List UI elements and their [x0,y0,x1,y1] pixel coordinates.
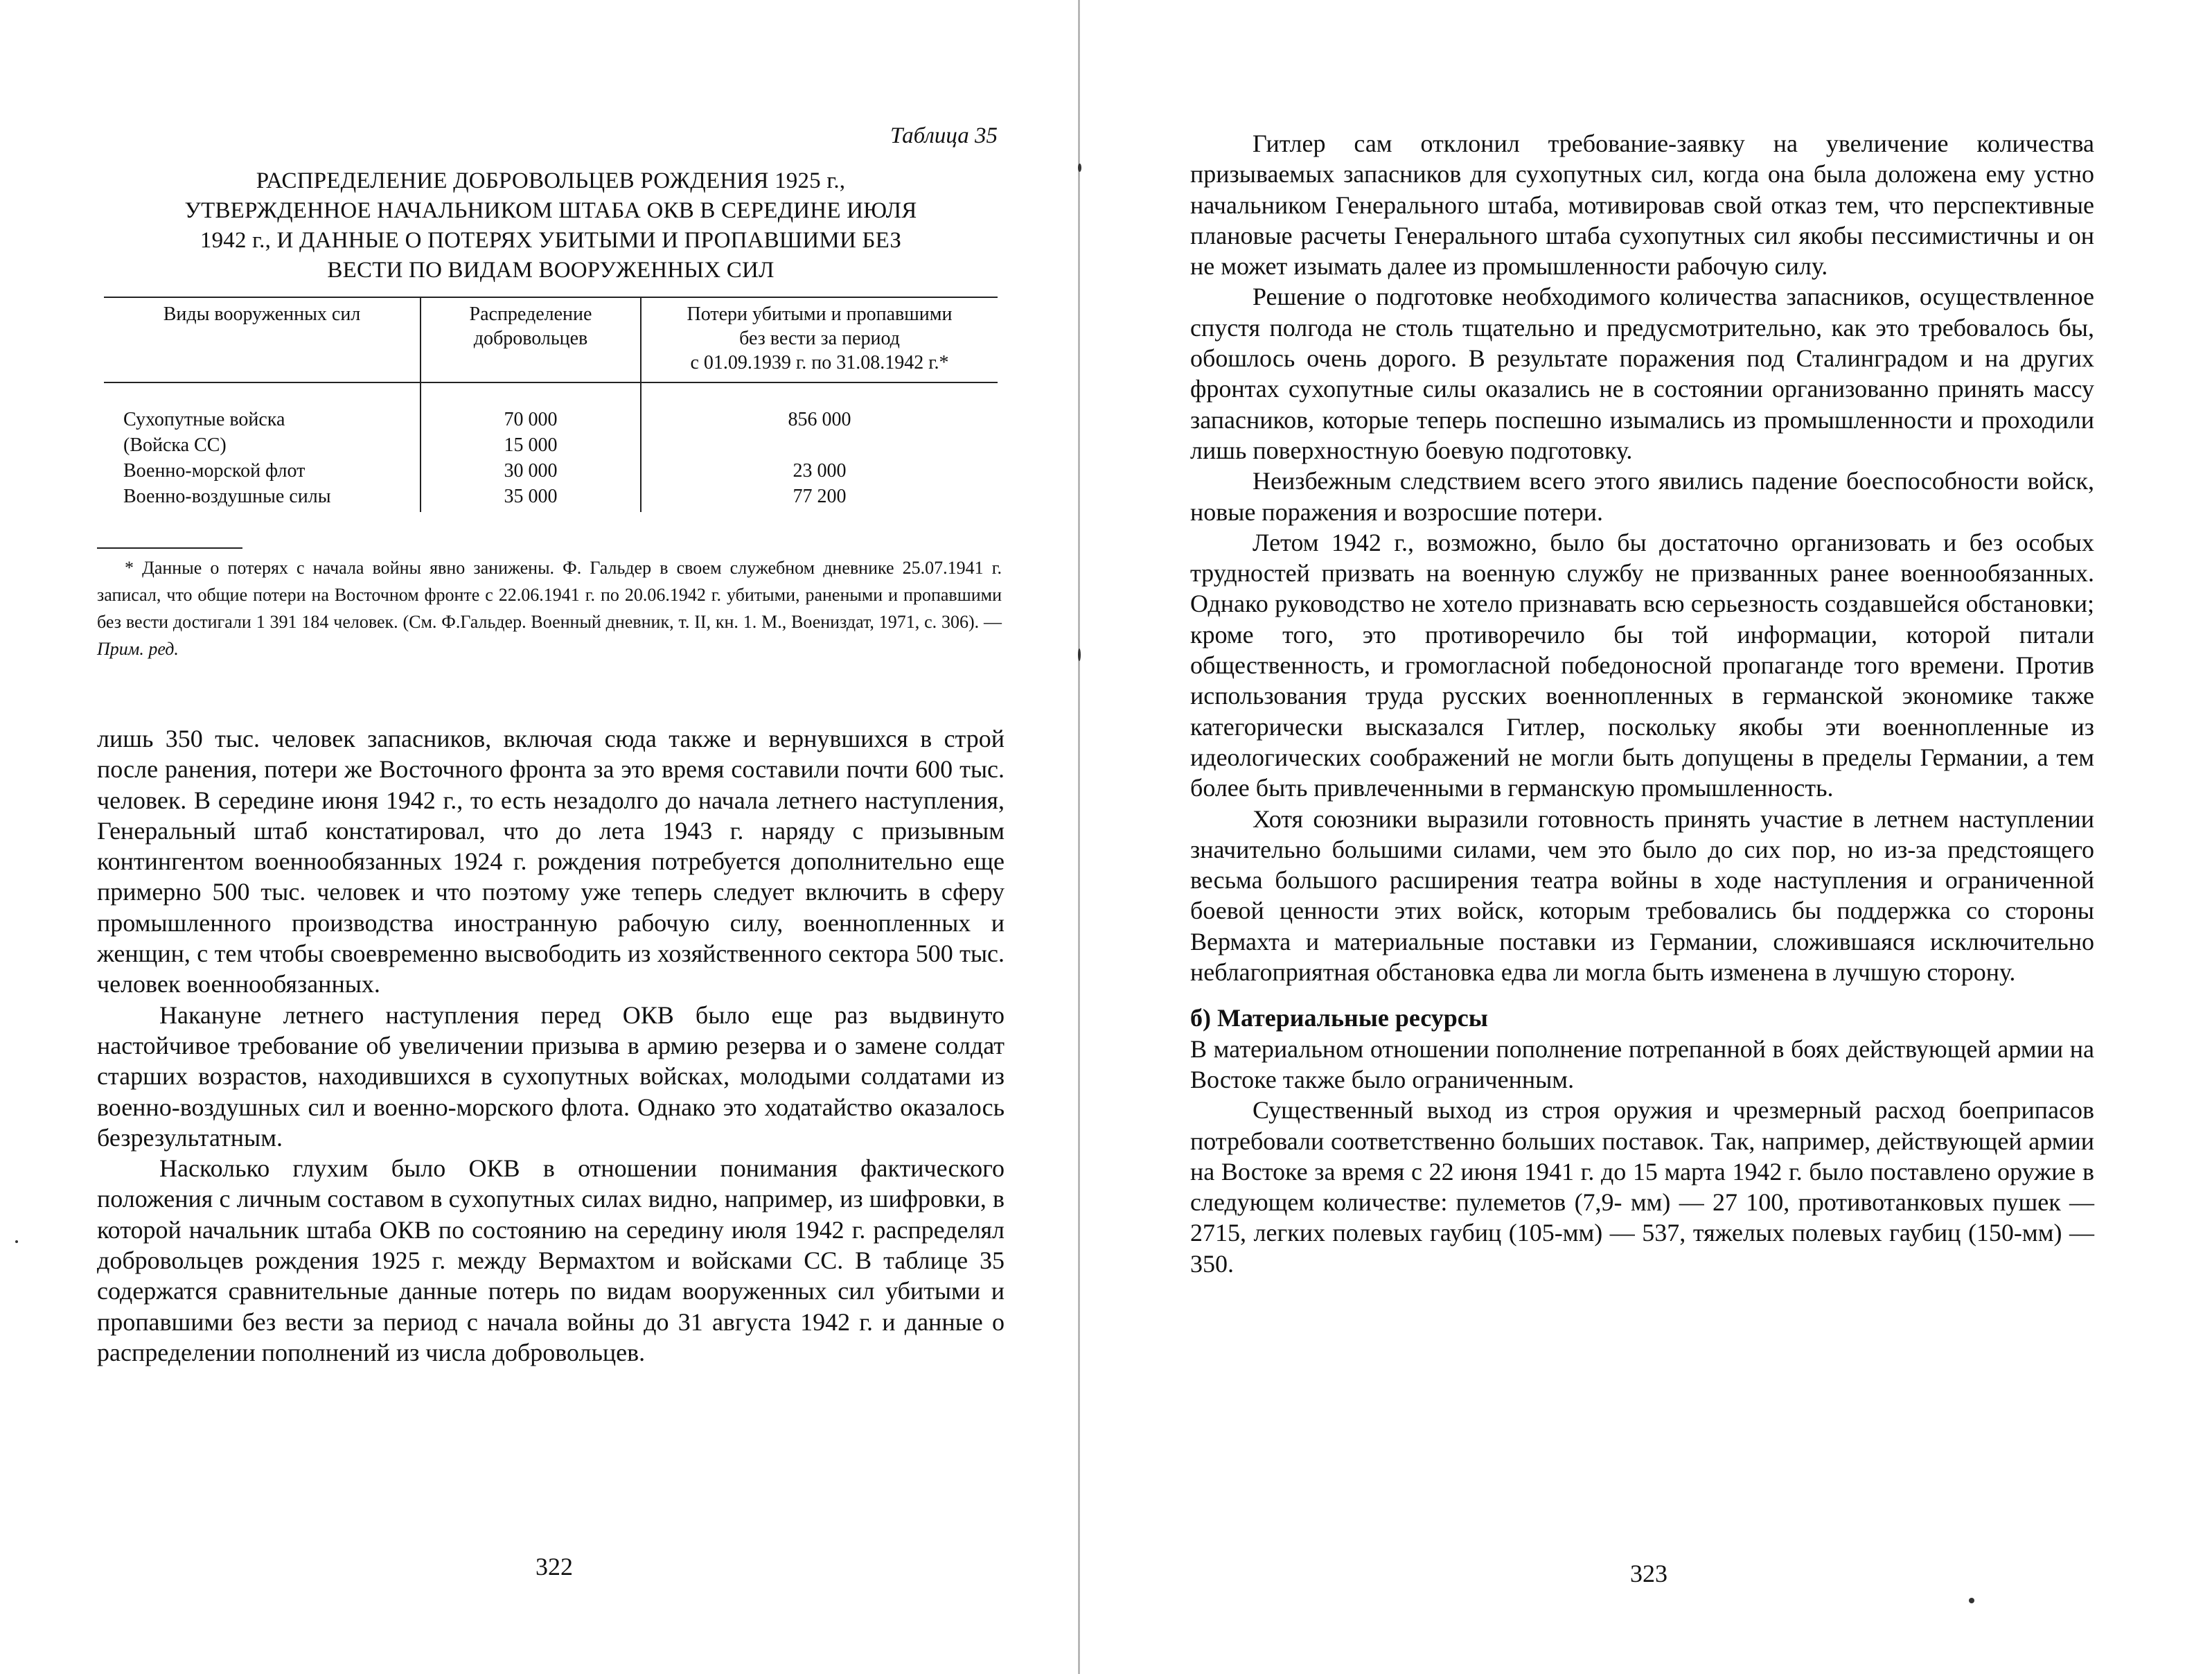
paragraph: Решение о подготовке необходимого количества запасников, осуществленное спустя полгода не столь тщательно и предусмотрительно, как это требовалось бы, обошлось очень дорого. В результате поражения под Сталинградом и на других фронтах сухопутные силы оказались не в состоянии организованно принять массу запасников, которые теперь поспешно изымались из промышленности и проходили лишь поверхностную боевую подготовку. [1190,283,2094,464]
volunteers-losses-table [104,297,998,512]
paragraph: Гитлер сам отклонил требование-заявку на увеличение количества призываемых запасников для сухопутных сил, когда она была доложена ему устно начальником Генерального штаба, мотивировав свой отказ тем, что перспективные плановые расчеты Генерального штаба сухопутных сил якобы пессимистичны и он не может изымать далее из промышленности рабочую силу. [1190,130,2094,281]
table-label: Таблица 35 [890,123,998,148]
scan-speck [1078,164,1081,172]
page-number: 323 [1630,1560,1667,1587]
losses-cell [641,432,998,458]
volunteers-cell: 70 000 [421,382,641,432]
paragraph: Неизбежным следствием всего этого явились падение боеспособности войск, новые поражения и возросшие потери. [1190,467,2094,526]
branch-cell: Военно-воздушные силы [123,486,331,507]
header-line: без вести за период [739,328,900,349]
branch-cell: Сухопутные войска [123,409,285,430]
branch-cell: (Войска СС) [123,434,227,456]
paragraph: Летом 1942 г., возможно, было бы достаточно организовать и без особых трудностей призвать на военную службу не призванных ранее военнообязанных. Однако руководство не хотело признавать всю серьезность создавшейся обстановки; кроме того, это противоречило бы той информации, которой питали общественность, и громогласной победоносной пропаганде того времени. Против использования труда русских военнопленных в германской экономике также категорически высказался Гитлер, поскольку якобы эти военнопленные из идеологических соображений не могли быть допущены в пределы Германии, а тем более быть привлеченными в германскую промышленность. [1190,528,2094,802]
table-title [104,166,998,285]
losses-cell: 856 000 [641,382,998,432]
paragraph: Хотя союзники выразили готовность принять участие в летнем наступлении значительно большими силами, чем это было до сих пор, но из-за предстоящего весьма большого расширения театра войны в ходе наступления и ограниченной боевой ценности этих войск, которым требовались бы поддержка со стороны Вермахта и материальные поставки из Германии, сложившаяся исключительно неблагоприятная обстановка едва ли могла быть изменена в лучшую сторону. [1190,804,2094,987]
table-title-line: УТВЕРЖДЕННОЕ НАЧАЛЬНИКОМ ШТАБА ОКВ В СЕРЕДИНЕ ИЮЛЯ [184,198,917,223]
scan-speck [1969,1598,1974,1603]
column-header-losses [641,297,998,382]
table-row [104,382,998,432]
header-line: Распределение [469,303,592,325]
left-body-text [97,723,1005,1368]
volunteers-cell: 15 000 [421,432,641,458]
table-row [104,484,998,512]
section-heading: б) Материальные ресурсы [1190,1004,1488,1032]
scan-speck [15,1240,18,1243]
editor-note: Прим. ред. [97,639,179,659]
footnote-text: * Данные о потерях с начала войны явно занижены. Ф. Гальдер в своем служебном дневнике 25.07.1941 г. записал, что общие потери на Восточном фронте с 22.06.1941 г. по 20.06.1942 г. убитыми, ранеными и пропавшими без вести достигали 1 391 184 человек. (См. Ф.Гальдер. Военный дневник, т. II, кн. 1. М., Воениздат, 1971, с. 306). — [97,558,1002,632]
table-row [104,458,998,484]
scan-speck [1078,649,1081,661]
column-header-volunteers [421,297,641,382]
volunteers-cell: 35 000 [421,484,641,512]
header-line: Виды вооруженных сил [163,303,361,325]
paragraph: Насколько глухим было ОКВ в отношении понимания фактического положения с личным составом в сухопутных силах видно, например, из шифровки, в которой начальник штаба ОКВ по состоянию на середину июля 1942 г. распределял добровольцев рождения 1925 г. между Вермахтом и войсками СС. В таблице 35 содержатся сравнительные данные потерь по видам вооруженных сил убитыми и пропавшими без вести за период с начала войны до 31 августа 1942 г. и данные о распределении пополнений из числа добровольцев. [97,1154,1005,1366]
footnote [97,554,1002,662]
header-line: с 01.09.1939 г. по 31.08.1942 г.* [690,352,949,373]
table-title-line: 1942 г., И ДАННЫЕ О ПОТЕРЯХ УБИТЫМИ И ПРОПАВШИМИ БЕЗ [200,228,902,253]
book-gutter [1078,0,1080,1674]
table-row [104,432,998,458]
paragraph: Существенный выход из строя оружия и чрезмерный расход боеприпасов потребовали соответственно больших поставок. Так, например, действующей армии на Востоке за время с 22 июня 1941 г. до 15 марта 1942 г. было поставлено оружие в следующем количестве: пулеметов (7,9- мм) — 27 100, противотанковых пушек — 2715, легких полевых гаубиц (105-мм) — 537, тяжелых полевых гаубиц (150-мм) — 350. [1190,1096,2094,1278]
right-body-text [1190,128,2094,1279]
paragraph: лишь 350 тыс. человек запасников, включая сюда также и вернувшихся в строй после ранения, потери же Восточного фронта за это время составили почти 600 тыс. человек. В середине июня 1942 г., то есть незадолго до начала летнего наступления, Генеральный штаб констатировал, что до лета 1943 г. наряду с призывным контингентом военнообязанных 1924 г. рождения потребуется дополнительно еще примерно 500 тыс. человек и что поэтому уже теперь следует включить в сферу промышленного производства иностранную рабочую силу, военнопленных и женщин, с тем чтобы своевременно высвободить из хозяйственного сектора 500 тыс. человек военнообязанных. [97,725,1005,998]
paragraph: В материальном отношении пополнение потрепанной в боях действующей армии на Востоке также было ограниченным. [1190,1034,2094,1093]
header-line: Потери убитыми и пропавшими [687,303,953,325]
column-header-branch [104,297,421,382]
table-header-row [104,297,998,382]
branch-cell: Военно-морской флот [123,460,306,482]
losses-cell: 77 200 [641,484,998,512]
losses-cell: 23 000 [641,458,998,484]
paragraph: Накануне летнего наступления перед ОКВ было еще раз выдвинуто настойчивое требование об увеличении призыва в армию резерва и о замене солдат старших возрастов, находившихся в сухопутных войсках, молодыми солдатами из военно-воздушных сил и военно-морского флота. Однако это ходатайство оказалось безрезультатным. [97,1001,1005,1152]
header-line: добровольцев [473,328,588,349]
table-title-line: ВЕСТИ ПО ВИДАМ ВООРУЖЕННЫХ СИЛ [327,258,775,283]
footnote-divider [97,547,242,549]
page-number: 322 [536,1553,573,1580]
table-title-line: РАСПРЕДЕЛЕНИЕ ДОБРОВОЛЬЦЕВ РОЖДЕНИЯ 1925 г., [256,168,846,193]
volunteers-cell: 30 000 [421,458,641,484]
